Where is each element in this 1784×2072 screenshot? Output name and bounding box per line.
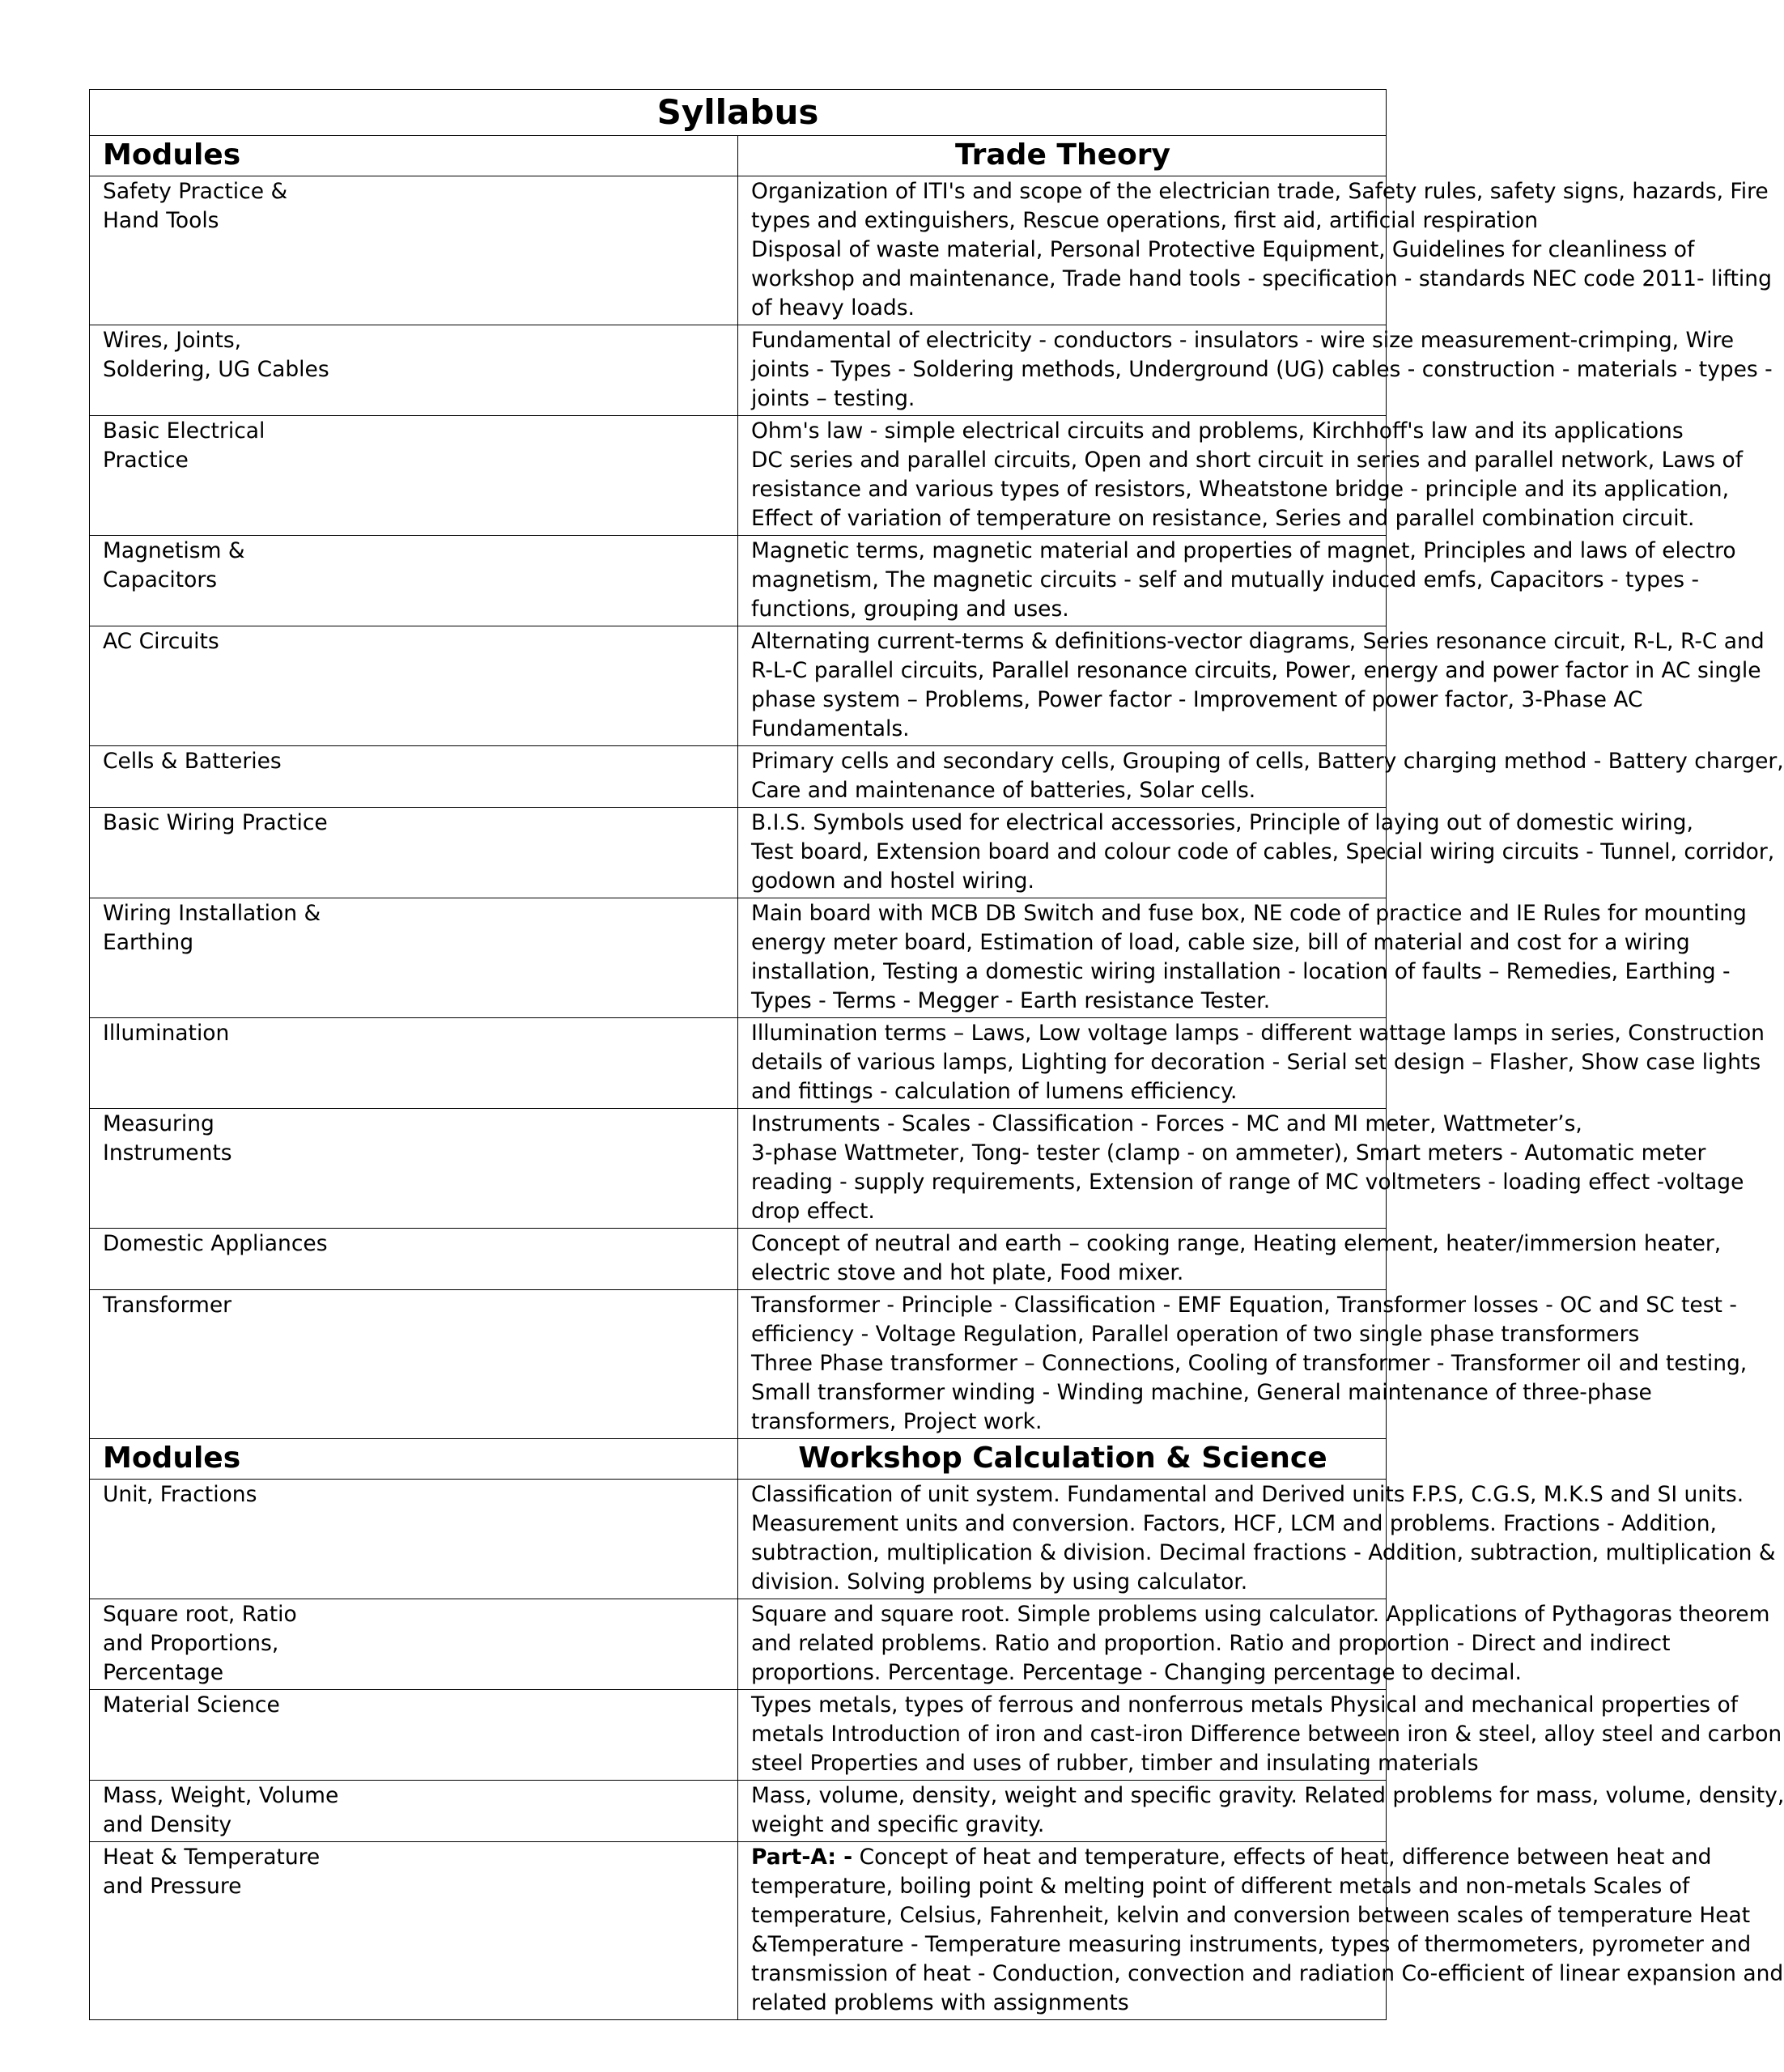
content-line bbox=[751, 1291, 1737, 1320]
content-line bbox=[751, 1480, 1744, 1509]
module-content-cell bbox=[738, 1480, 1776, 1599]
content-line bbox=[751, 1568, 1374, 1597]
content-text: Fundamental of electricity - conductors - insulators - wire size measurement-crimping, Wire bbox=[751, 328, 1735, 353]
module-name-cell bbox=[90, 746, 738, 808]
module-name-cell bbox=[90, 1018, 738, 1109]
content-text: &Temperature - Temperature measuring instruments, types of thermometers, pyrometer and bbox=[751, 1932, 1752, 1957]
module-name-line: Magnetism & bbox=[103, 538, 245, 563]
module-content-cell bbox=[738, 1599, 1770, 1690]
module-name-cell bbox=[90, 898, 738, 1018]
content-text: Effect of variation of temperature on resistance, Series and parallel combination circuit. bbox=[751, 506, 1695, 531]
module-name-line: and Proportions, bbox=[103, 1631, 279, 1656]
module-name-line: Mass, Weight, Volume bbox=[103, 1783, 339, 1808]
module-name-cell bbox=[90, 176, 738, 325]
content-line bbox=[751, 1408, 1374, 1437]
module-name-cell bbox=[90, 536, 738, 626]
module-name-line: Wires, Joints, bbox=[103, 328, 242, 353]
module-name-line: Square root, Ratio bbox=[103, 1602, 297, 1627]
module-name-line: Material Science bbox=[103, 1692, 280, 1717]
section-header-row bbox=[90, 136, 1387, 176]
module-row bbox=[90, 1781, 1387, 1842]
modules-column-header: Modules bbox=[90, 1439, 738, 1480]
modules-column-header: Modules bbox=[90, 136, 738, 176]
content-text: Concept of neutral and earth – cooking range, Heating element, heater/immersion heater, bbox=[751, 1231, 1722, 1256]
content-line bbox=[751, 1691, 1739, 1720]
content-text: Transformer - Principle - Classification - EMF Equation, Transformer losses - OC and SC test - bbox=[751, 1293, 1737, 1318]
content-line bbox=[751, 537, 1736, 566]
content-line bbox=[751, 715, 1374, 744]
content-text: transmission of heat - Conduction, convection and radiation Co-efficient of linear expansion and bbox=[751, 1961, 1784, 1986]
module-name-line: Wiring Installation & bbox=[103, 901, 321, 926]
module-content-cell bbox=[738, 1109, 1744, 1229]
part-label: Part-A: - bbox=[751, 1845, 853, 1870]
module-name-cell bbox=[90, 1229, 738, 1290]
module-name-line: Illumination bbox=[103, 1021, 230, 1046]
content-line bbox=[751, 1781, 1784, 1811]
module-row bbox=[90, 1599, 1387, 1690]
module-row bbox=[90, 176, 1387, 325]
content-text: types and extinguishers, Rescue operations, first aid, artificial respiration bbox=[751, 208, 1539, 233]
module-name-line: Percentage bbox=[103, 1660, 224, 1685]
content-line bbox=[751, 1629, 1671, 1658]
content-text: division. Solving problems by using calculator. bbox=[751, 1569, 1248, 1594]
content-line bbox=[751, 446, 1744, 475]
content-line bbox=[751, 1720, 1782, 1749]
content-line bbox=[751, 384, 1374, 414]
content-text: details of various lamps, Lighting for decoration - Serial set design – Flasher, Show case lights bbox=[751, 1050, 1761, 1075]
module-name-line: Measuring bbox=[103, 1111, 215, 1136]
module-name-line: Soldering, UG Cables bbox=[103, 357, 329, 382]
content-text: installation, Testing a domestic wiring installation - location of faults – Remedies, Earthing - bbox=[751, 959, 1731, 984]
module-row bbox=[90, 1018, 1387, 1109]
module-row bbox=[90, 626, 1387, 746]
content-text: Types metals, types of ferrous and nonferrous metals Physical and mechanical properties of bbox=[751, 1692, 1739, 1717]
module-name-cell bbox=[90, 1480, 738, 1599]
content-line bbox=[751, 686, 1643, 715]
content-text: Measurement units and conversion. Factors, HCF, LCM and problems. Fractions - Addition, bbox=[751, 1511, 1717, 1536]
content-text: Classification of unit system. Fundamental and Derived units F.P.S, C.G.S, M.K.S and SI units. bbox=[751, 1482, 1744, 1507]
content-line bbox=[751, 1600, 1770, 1629]
content-line bbox=[751, 1539, 1776, 1568]
section-header-row bbox=[90, 1439, 1387, 1480]
content-line bbox=[751, 747, 1784, 776]
content-text: and related problems. Ratio and proportion. Ratio and proportion - Direct and indirect bbox=[751, 1631, 1671, 1656]
module-row bbox=[90, 1842, 1387, 2020]
module-name-line: AC Circuits bbox=[103, 629, 219, 654]
content-text: 3-phase Wattmeter, Tong- tester (clamp - on ammeter), Smart meters - Automatic meter bbox=[751, 1140, 1706, 1166]
module-content-cell bbox=[738, 626, 1765, 746]
module-name-cell bbox=[90, 325, 738, 416]
content-text: related problems with assignments bbox=[751, 1990, 1129, 2015]
content-line bbox=[751, 206, 1539, 236]
content-text: drop effect. bbox=[751, 1199, 875, 1224]
syllabus-table bbox=[89, 89, 1784, 2020]
content-text: Alternating current-terms & definitions-vector diagrams, Series resonance circuit, R-L, R-C and bbox=[751, 629, 1765, 654]
content-text: magnetism, The magnetic circuits - self and mutually induced emfs, Capacitors - types - bbox=[751, 567, 1700, 592]
content-line bbox=[751, 1959, 1784, 1989]
module-content-cell bbox=[738, 1290, 1748, 1439]
section-heading: Trade Theory bbox=[738, 136, 1387, 176]
module-name-line: Transformer bbox=[103, 1293, 232, 1318]
module-name-cell bbox=[90, 1781, 738, 1842]
content-line bbox=[751, 475, 1730, 504]
module-name-line: Safety Practice & bbox=[103, 179, 288, 204]
content-line bbox=[751, 236, 1695, 265]
content-line bbox=[751, 1843, 1712, 1872]
module-content-cell bbox=[738, 898, 1747, 1018]
module-name-cell bbox=[90, 416, 738, 536]
content-text: proportions. Percentage. Percentage - Changing percentage to decimal. bbox=[751, 1660, 1522, 1685]
syllabus-title: Syllabus bbox=[90, 90, 1387, 136]
content-line bbox=[751, 1930, 1752, 1959]
content-text: Care and maintenance of batteries, Solar cells. bbox=[751, 778, 1256, 803]
module-name-cell bbox=[90, 1109, 738, 1229]
module-row bbox=[90, 1229, 1387, 1290]
module-content-cell bbox=[738, 176, 1772, 325]
content-text: metals Introduction of iron and cast-iron Difference between iron & steel, alloy steel and carbon bbox=[751, 1722, 1782, 1747]
content-text: steel Properties and uses of rubber, timber and insulating materials bbox=[751, 1751, 1479, 1776]
module-content-cell bbox=[738, 325, 1773, 416]
content-line bbox=[751, 838, 1775, 867]
content-text: Disposal of waste material, Personal Protective Equipment, Guidelines for cleanliness of bbox=[751, 237, 1695, 262]
module-name-line: Instruments bbox=[103, 1140, 232, 1166]
module-name-line: Earthing bbox=[103, 930, 194, 955]
content-text: Three Phase transformer – Connections, Cooling of transformer - Transformer oil and testing, bbox=[751, 1351, 1748, 1376]
content-line bbox=[751, 809, 1693, 838]
module-row bbox=[90, 536, 1387, 626]
content-line bbox=[751, 355, 1773, 384]
module-content-cell bbox=[738, 416, 1744, 536]
content-line bbox=[751, 1168, 1744, 1197]
content-text: phase system – Problems, Power factor - Improvement of power factor, 3-Phase AC bbox=[751, 687, 1643, 712]
content-line bbox=[751, 656, 1761, 686]
module-row bbox=[90, 1480, 1387, 1599]
content-line bbox=[751, 957, 1731, 987]
content-line bbox=[751, 1077, 1374, 1106]
module-name-line: Hand Tools bbox=[103, 208, 219, 233]
content-text: reading - supply requirements, Extension of range of MC voltmeters - loading effect -voltage bbox=[751, 1170, 1744, 1195]
module-name-cell bbox=[90, 626, 738, 746]
content-line bbox=[751, 1048, 1761, 1077]
content-text: Fundamentals. bbox=[751, 716, 910, 741]
content-line bbox=[751, 595, 1374, 624]
content-line bbox=[751, 1229, 1722, 1259]
module-row bbox=[90, 746, 1387, 808]
content-text: Ohm's law - simple electrical circuits and problems, Kirchhoff's law and its applications bbox=[751, 418, 1684, 444]
module-name-line: Basic Electrical bbox=[103, 418, 265, 444]
module-name-cell bbox=[90, 1842, 738, 2020]
module-name-line: Unit, Fractions bbox=[103, 1482, 257, 1507]
content-text: energy meter board, Estimation of load, cable size, bill of material and cost for a wiring bbox=[751, 930, 1690, 955]
module-row bbox=[90, 808, 1387, 898]
content-text: B.I.S. Symbols used for electrical accessories, Principle of laying out of domestic wiring, bbox=[751, 810, 1693, 835]
content-line bbox=[751, 1509, 1717, 1539]
content-line bbox=[751, 1989, 1374, 2018]
module-row bbox=[90, 1690, 1387, 1781]
content-line bbox=[751, 1019, 1765, 1048]
module-content-cell bbox=[738, 1781, 1784, 1842]
content-line bbox=[751, 417, 1684, 446]
content-line bbox=[751, 1811, 1374, 1840]
content-text: godown and hostel wiring. bbox=[751, 868, 1034, 894]
content-line bbox=[751, 1259, 1374, 1288]
module-name-line: Domestic Appliances bbox=[103, 1231, 328, 1256]
content-text: Instruments - Scales - Classification - Forces - MC and MI meter, Wattmeter’s, bbox=[751, 1111, 1582, 1136]
module-content-cell bbox=[738, 1018, 1765, 1109]
content-text: Square and square root. Simple problems using calculator. Applications of Pythagoras theorem bbox=[751, 1602, 1770, 1627]
content-text: temperature, Celsius, Fahrenheit, kelvin and conversion between scales of temperature Heat bbox=[751, 1903, 1751, 1928]
content-line bbox=[751, 1658, 1522, 1688]
content-line bbox=[751, 265, 1772, 294]
module-name-cell bbox=[90, 1599, 738, 1690]
content-text: Small transformer winding - Winding machine, General maintenance of three-phase bbox=[751, 1380, 1652, 1405]
module-name-cell bbox=[90, 1290, 738, 1439]
module-content-cell bbox=[738, 808, 1775, 898]
content-text: Mass, volume, density, weight and specific gravity. Related problems for mass, volume, density, bbox=[751, 1783, 1784, 1808]
content-line bbox=[751, 899, 1747, 928]
module-name-cell bbox=[90, 1690, 738, 1781]
content-line bbox=[751, 1378, 1652, 1408]
module-name-line: Capacitors bbox=[103, 567, 218, 592]
section-heading: Workshop Calculation & Science bbox=[738, 1439, 1387, 1480]
content-text: Concept of heat and temperature, effects of heat, difference between heat and bbox=[852, 1845, 1712, 1870]
content-text: Organization of ITI's and scope of the electrician trade, Safety rules, safety signs, hazards, Fire bbox=[751, 179, 1769, 204]
module-content-cell bbox=[738, 746, 1784, 808]
content-text: and fittings - calculation of lumens efficiency. bbox=[751, 1079, 1238, 1104]
content-line bbox=[751, 1110, 1582, 1139]
content-line bbox=[751, 177, 1769, 206]
module-name-line: Basic Wiring Practice bbox=[103, 810, 328, 835]
module-row bbox=[90, 325, 1387, 416]
content-text: Main board with MCB DB Switch and fuse box, NE code of practice and IE Rules for mounting bbox=[751, 901, 1747, 926]
content-line bbox=[751, 776, 1374, 805]
content-line bbox=[751, 566, 1700, 595]
content-text: Magnetic terms, magnetic material and properties of magnet, Principles and laws of electro bbox=[751, 538, 1736, 563]
content-line bbox=[751, 627, 1765, 656]
content-line bbox=[751, 1749, 1479, 1778]
content-text: of heavy loads. bbox=[751, 295, 915, 321]
content-line bbox=[751, 867, 1374, 896]
module-name-line: and Density bbox=[103, 1812, 232, 1837]
content-text: joints – testing. bbox=[751, 386, 915, 411]
content-text: weight and specific gravity. bbox=[751, 1812, 1045, 1837]
content-text: Test board, Extension board and colour code of cables, Special wiring circuits - Tunnel, corridor, bbox=[751, 839, 1775, 864]
title-row bbox=[90, 90, 1387, 136]
module-row bbox=[90, 416, 1387, 536]
syllabus-body bbox=[90, 90, 1784, 2020]
content-text: joints - Types - Soldering methods, Underground (UG) cables - construction - materials - types - bbox=[751, 357, 1773, 382]
content-line bbox=[751, 1901, 1751, 1930]
module-name-line: and Pressure bbox=[103, 1874, 242, 1899]
module-row bbox=[90, 1290, 1387, 1439]
module-row bbox=[90, 898, 1387, 1018]
content-text: electric stove and hot plate, Food mixer. bbox=[751, 1260, 1184, 1285]
content-text: resistance and various types of resistors, Wheatstone bridge - principle and its application, bbox=[751, 477, 1730, 502]
module-row bbox=[90, 1109, 1387, 1229]
content-text: subtraction, multiplication & division. Decimal fractions - Addition, subtraction, multiplication & bbox=[751, 1540, 1776, 1565]
content-line bbox=[751, 1872, 1690, 1901]
content-text: workshop and maintenance, Trade hand tools - specification - standards NEC code 2011- lifting bbox=[751, 266, 1772, 291]
module-content-cell bbox=[738, 536, 1736, 626]
content-text: efficiency - Voltage Regulation, Parallel operation of two single phase transformers bbox=[751, 1322, 1640, 1347]
content-line bbox=[751, 928, 1690, 957]
content-text: DC series and parallel circuits, Open and short circuit in series and parallel network, Laws of bbox=[751, 448, 1744, 473]
module-name-line: Cells & Batteries bbox=[103, 749, 282, 774]
content-line bbox=[751, 1139, 1706, 1168]
module-name-line: Practice bbox=[103, 448, 189, 473]
content-text: Types - Terms - Megger - Earth resistance Tester. bbox=[751, 988, 1271, 1013]
module-name-cell bbox=[90, 808, 738, 898]
module-content-cell bbox=[738, 1229, 1722, 1290]
module-content-cell bbox=[738, 1690, 1782, 1781]
content-line bbox=[751, 1320, 1640, 1349]
content-text: Primary cells and secondary cells, Grouping of cells, Battery charging method - Battery charger, bbox=[751, 749, 1784, 774]
content-text: R-L-C parallel circuits, Parallel resonance circuits, Power, energy and power factor in AC single bbox=[751, 658, 1761, 683]
content-line bbox=[751, 294, 1374, 323]
content-line bbox=[751, 987, 1374, 1016]
module-content-cell bbox=[738, 1842, 1784, 2020]
content-line bbox=[751, 504, 1695, 533]
module-name-line: Heat & Temperature bbox=[103, 1845, 321, 1870]
content-line bbox=[751, 1197, 1374, 1226]
content-line bbox=[751, 326, 1735, 355]
content-text: temperature, boiling point & melting point of different metals and non-metals Scales of bbox=[751, 1874, 1690, 1899]
content-line bbox=[751, 1349, 1748, 1378]
content-text: Illumination terms – Laws, Low voltage lamps - different wattage lamps in series, Construction bbox=[751, 1021, 1765, 1046]
content-text: transformers, Project work. bbox=[751, 1409, 1043, 1434]
content-text: functions, grouping and uses. bbox=[751, 597, 1069, 622]
